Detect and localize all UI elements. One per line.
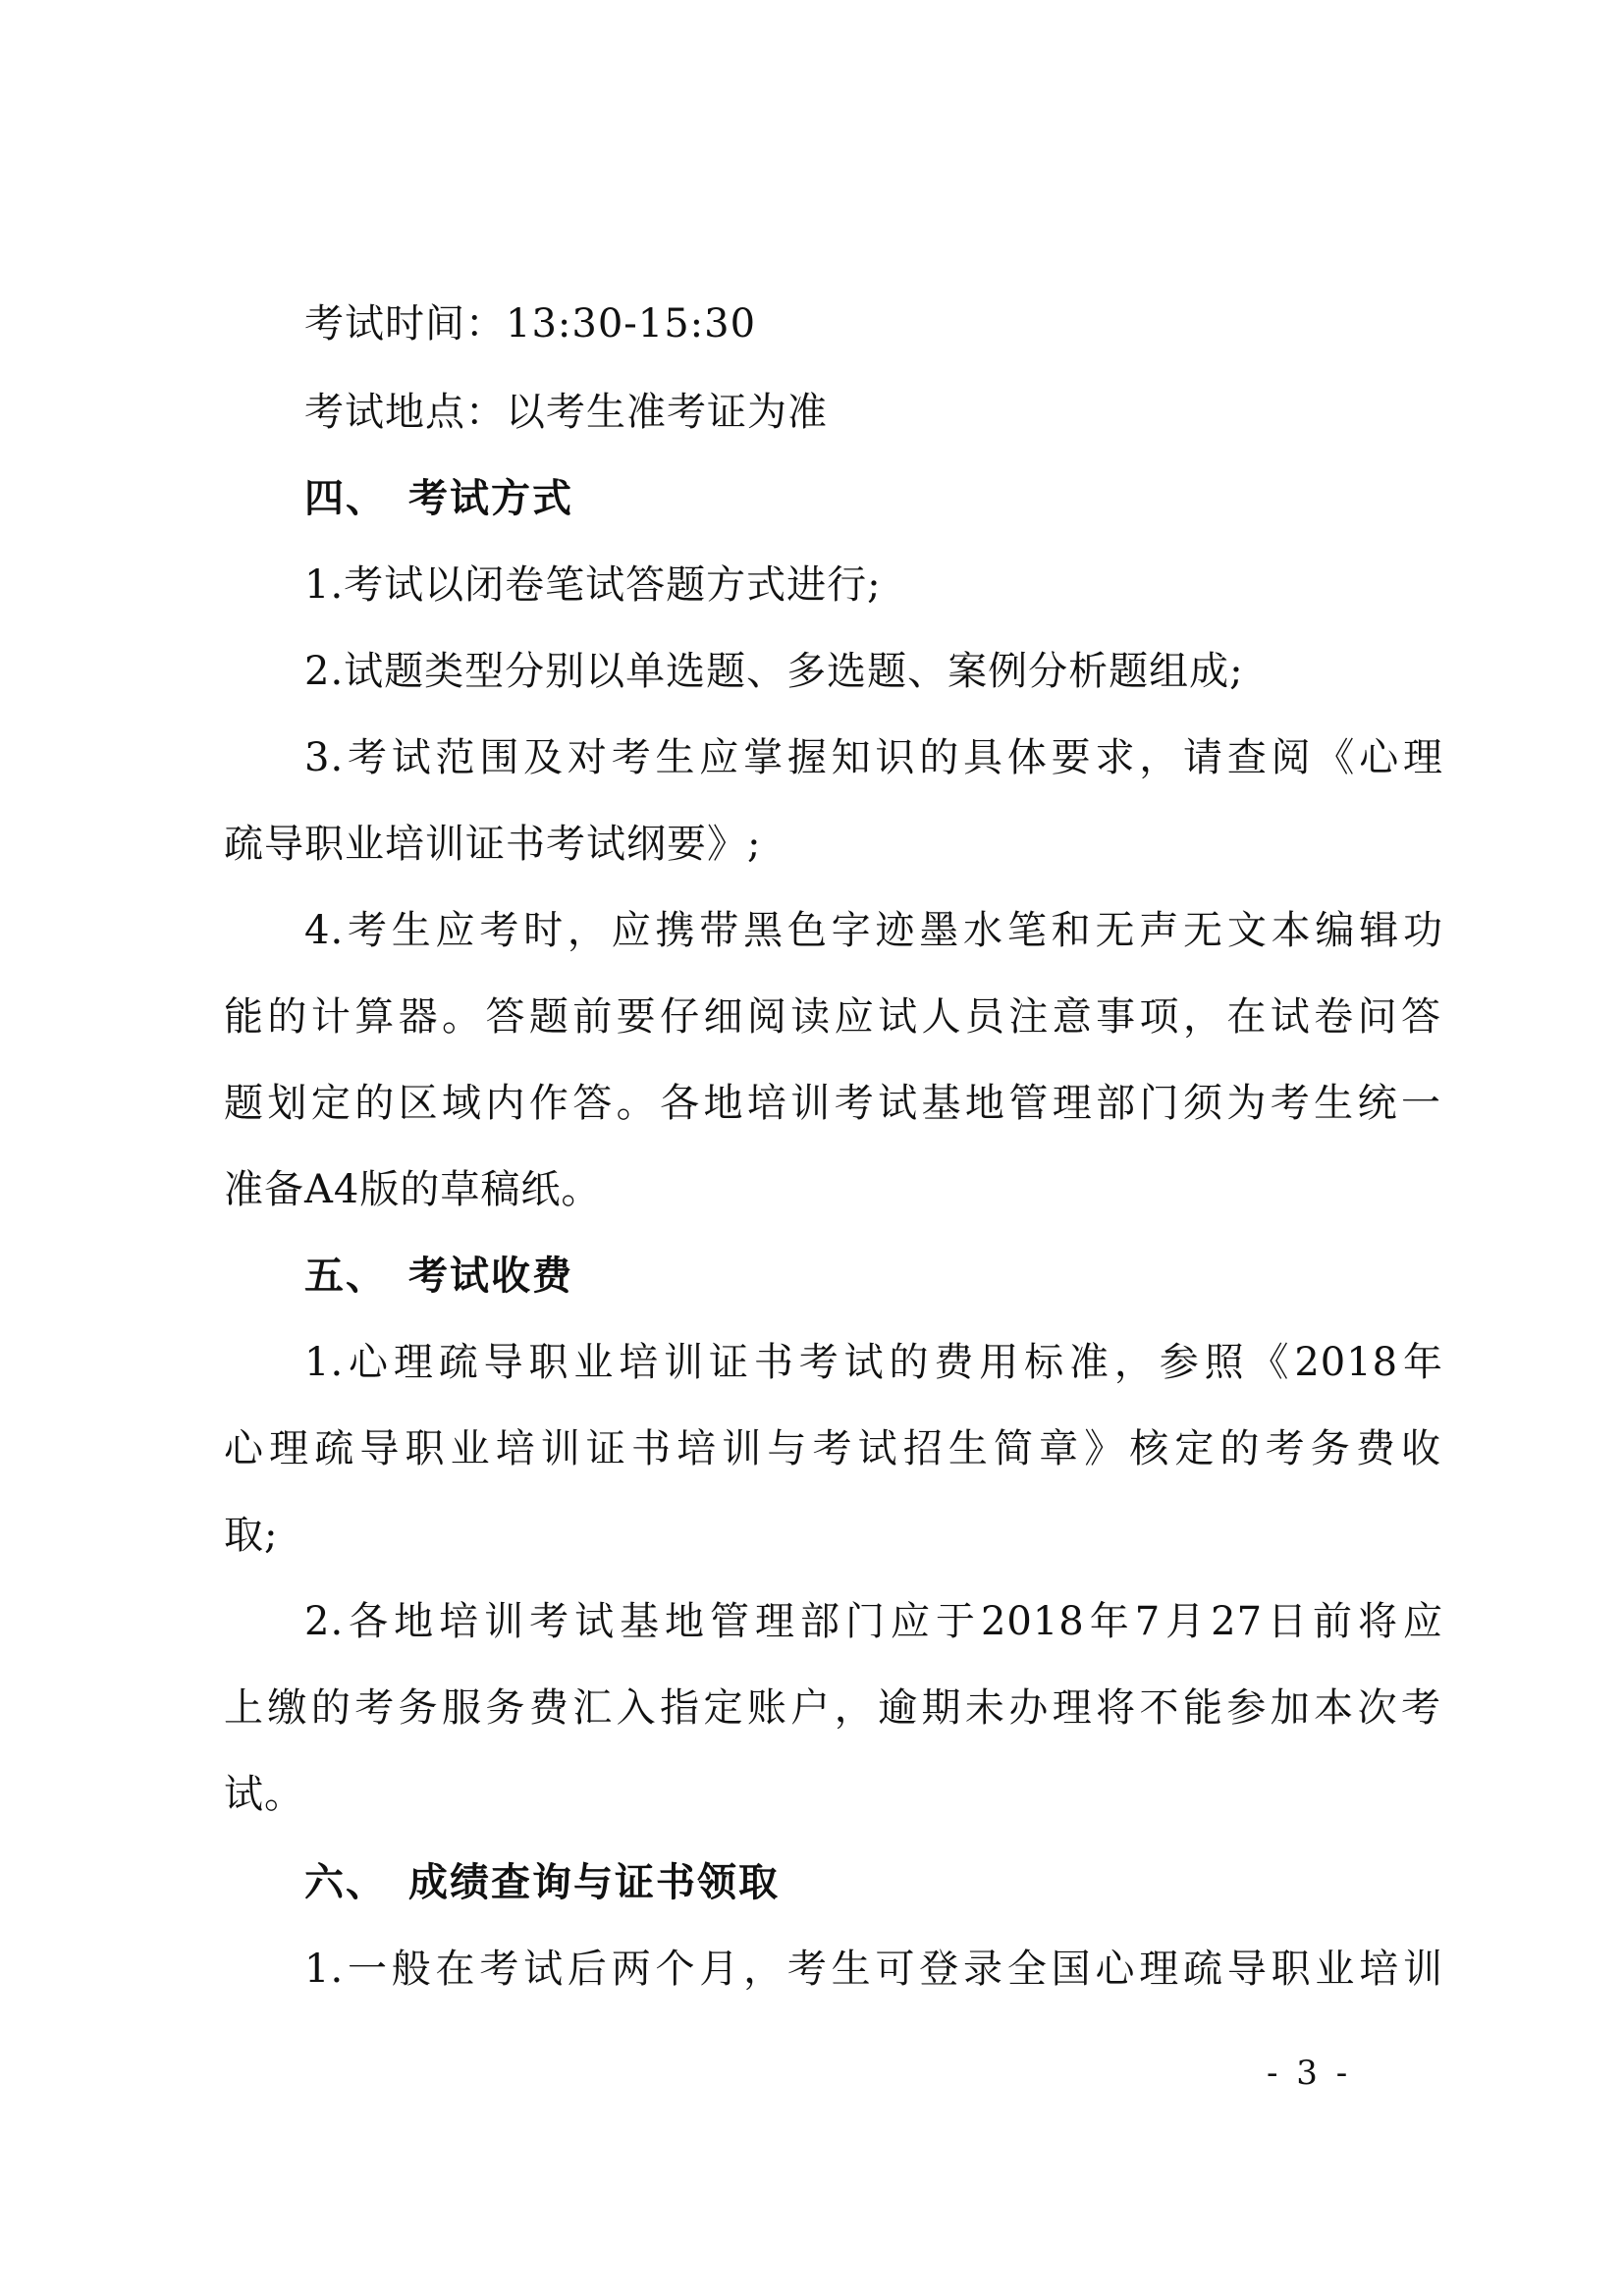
paragraph-line: 上缴的考务服务费汇入指定账户，逾期未办理将不能参加本次考	[224, 1685, 1441, 1731]
section-heading-exam-method	[304, 471, 1443, 526]
exam-time-line: 考试时间：13:30-15:30	[304, 301, 757, 347]
section-title: 成绩查询与证书领取	[408, 1859, 780, 1905]
paragraph-line: 1.考试以闭卷笔试答题方式进行;	[304, 562, 882, 608]
section-title: 考试收费	[408, 1253, 573, 1299]
paragraph-line: 试。	[224, 1772, 304, 1817]
page-number: - 3 -	[1267, 2054, 1352, 2093]
paragraph-line: 心理疏导职业培训证书培训与考试招生简章》核定的考务费收	[224, 1426, 1441, 1471]
paragraph-line: 1.一般在考试后两个月，考生可登录全国心理疏导职业培训	[304, 1947, 1443, 1992]
section-number: 四、	[304, 475, 387, 521]
section-number: 五、	[304, 1253, 387, 1299]
paragraph-line: 取;	[224, 1513, 279, 1558]
paragraph-line: 1.心理疏导职业培训证书考试的费用标准，参照《2018年	[304, 1340, 1443, 1385]
exam-location-line: 考试地点：以考生准考证为准	[304, 390, 828, 435]
section-heading-results-certificates	[304, 1855, 1443, 1910]
section-number: 六、	[304, 1859, 387, 1905]
paragraph-line: 4.考生应考时，应携带黑色字迹墨水笔和无声无文本编辑功	[304, 908, 1443, 953]
paragraph-line: 3.考试范围及对考生应掌握知识的具体要求，请查阅《心理	[304, 735, 1443, 780]
paragraph-line: 准备A4版的草稿纸。	[224, 1167, 602, 1212]
paragraph-line: 题划定的区域内作答。各地培训考试基地管理部门须为考生统一	[224, 1081, 1441, 1126]
section-title: 考试方式	[408, 475, 573, 521]
paragraph-line: 2.试题类型分别以单选题、多选题、案例分析题组成;	[304, 649, 1244, 694]
section-heading-exam-fees	[304, 1249, 1443, 1304]
paragraph-line: 能的计算器。答题前要仔细阅读应试人员注意事项，在试卷问答	[224, 994, 1441, 1040]
paragraph-line: 2.各地培训考试基地管理部门应于2018年7月27日前将应	[304, 1599, 1443, 1644]
paragraph-line: 疏导职业培训证书考试纲要》;	[224, 822, 762, 867]
